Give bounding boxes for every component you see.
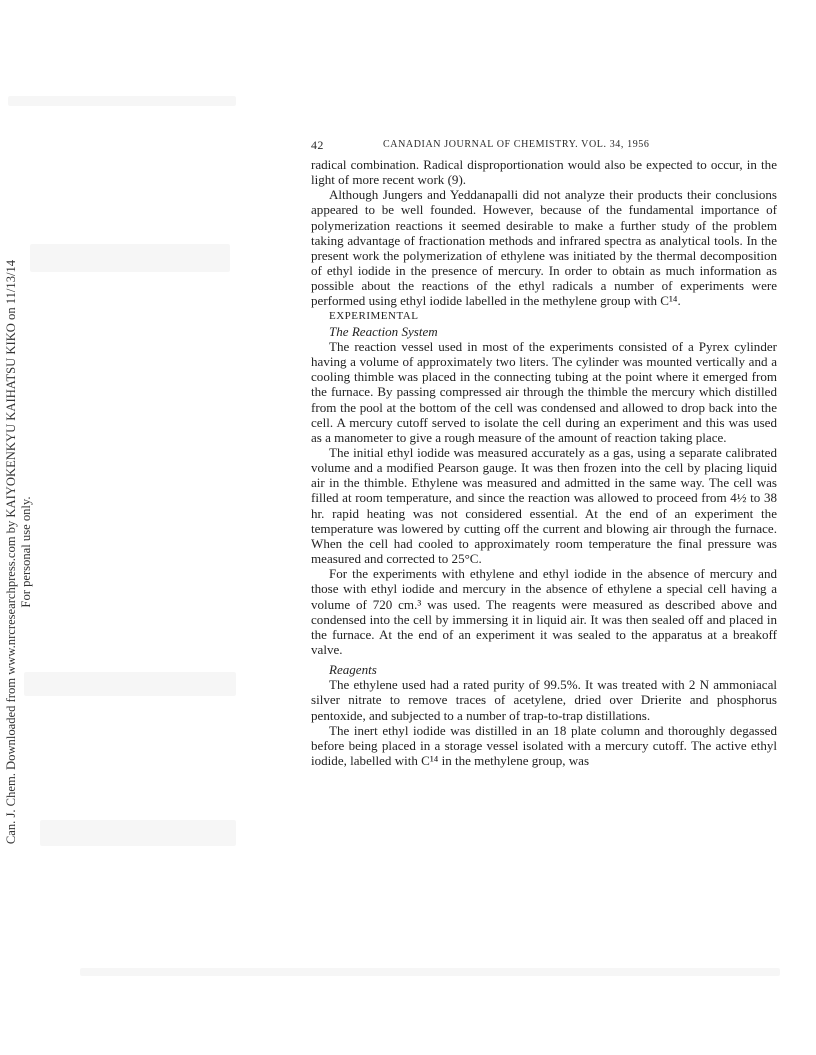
paragraph-ethylene-used: The ethylene used had a rated purity of 99.5%. It was treated with 2 N ammoniacal silver nitrate to remove traces of acetylene, dried over Drierite and phosphorus pentoxide, and subjected to a number of trap-to-trap distillations.: [311, 677, 777, 723]
page-number: 42: [311, 138, 324, 152]
journal-title: CANADIAN JOURNAL OF CHEMISTRY. VOL. 34, 1956: [383, 139, 650, 150]
paragraph-reaction-vessel: The reaction vessel used in most of the experiments consisted of a Pyrex cylinder having a volume of approximately two liters. The cylinder was mounted vertically and a cooling thimble was placed in the connecting tubing at the point where it emerged from the furnace. By passing compressed air through the thimble the mercury which distilled from the pool at the bottom of the cell was condensed and allowed to drop back into the cell. A mercury cutoff served to isolate the cell during an experiment and this was used as a manometer to give a rough measure of the amount of reaction taking place.: [311, 338, 777, 445]
scan-artifact: [40, 820, 236, 846]
paragraph-experiments-absence: For the experiments with ethylene and ethyl iodide in the absence of mercury and those with ethyl iodide and mercury in the absence of ethylene a special cell having a volume of 720 cm.³ was used. The reagents were measured as described above and condensed into the cell by immersing it in liquid air. It was then sealed off and placed in the furnace. At the end of an experiment it was sealed to the apparatus at a breakoff valve.: [311, 566, 777, 657]
subheading-reaction-system: The Reaction System: [329, 323, 438, 339]
scan-artifact: [24, 672, 236, 696]
paragraph-intro-continuation: radical combination. Radical disproportionation would also be expected to occur, in the light of more recent work (9).: [311, 157, 777, 188]
paragraph-initial-ethyl-iodide: The initial ethyl iodide was measured accurately as a gas, using a separate calibrated volume and a modified Pearson gauge. It was then frozen into the cell by placing liquid air in the thimble. Ethylene was measured and admitted in the same way. The cell was filled at room temperature, and since the reaction was allowed to proceed from 4½ to 38 hr. rapid heating was not considered essential. At the end of an experiment the temperature was lowered by cutting off the current and blowing air through the furnace. When the cell had cooled to approximately room temperature the final pressure was measured and corrected to 25°C.: [311, 444, 777, 567]
paragraph-jungers: Although Jungers and Yeddanapalli did not analyze their products their conclusions appeared to be well founded. However, because of the fundamental importance of polymerization reactions it seemed desirable to make a further study of the problem taking advantage of fractionation methods and infrared spectra as analytical tools. In the present work the polymerization of ethylene was initiated by the thermal decomposition of ethyl iodide in the presence of mercury. In order to obtain as much information as possible about the reactions of the ethyl radicals a number of experiments were performed using ethyl iodide labelled in the methylene group with C¹⁴.: [311, 187, 777, 309]
paragraph-inert-ethyl-iodide: The inert ethyl iodide was distilled in an 18 plate column and thoroughly degassed before being placed in a storage vessel isolated with a mercury cutoff. The active ethyl iodide, labelled with C¹⁴ in the methylene group, was: [311, 722, 777, 769]
subheading-reagents: Reagents: [329, 662, 377, 678]
article-body: [311, 157, 777, 768]
scan-artifact: [30, 244, 230, 272]
scan-artifact: [8, 96, 236, 106]
personal-use-notice: For personal use only.: [19, 496, 33, 608]
download-watermark: [4, 207, 44, 897]
download-notice: Can. J. Chem. Downloaded from www.nrcresearchpress.com by KAIYOKENKYU KAIHATSU KIKO on 11/13/14: [4, 259, 18, 845]
section-heading-experimental: EXPERIMENTAL: [329, 309, 419, 322]
scan-artifact: [80, 968, 780, 976]
